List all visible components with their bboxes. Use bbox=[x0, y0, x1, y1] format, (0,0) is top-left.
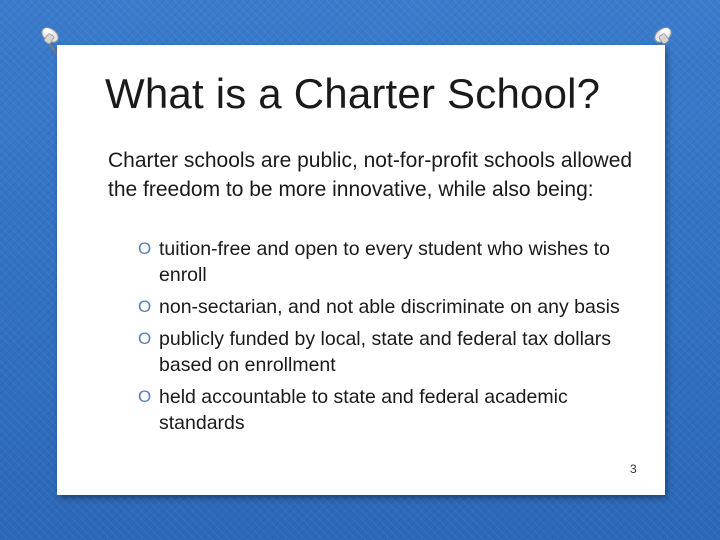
slide-title: What is a Charter School? bbox=[105, 70, 601, 117]
list-item bbox=[138, 294, 638, 320]
bullet-text: held accountable to state and federal academic standards bbox=[159, 386, 568, 434]
bullet-list bbox=[138, 236, 638, 442]
list-item bbox=[138, 384, 638, 436]
bullet-text: non-sectarian, and not able discriminate on any basis bbox=[159, 296, 620, 318]
list-item bbox=[138, 326, 638, 378]
intro-text: Charter schools are public, not-for-profit schools allowed the freedom to be more innovative, while also being: bbox=[108, 149, 633, 201]
bullet-marker: O bbox=[138, 329, 152, 348]
bullet-text: publicly funded by local, state and federal tax dollars based on enrollment bbox=[159, 328, 612, 376]
page-number: 3 bbox=[630, 462, 637, 476]
bullet-marker: O bbox=[138, 387, 152, 406]
bullet-text: tuition-free and open to every student who wishes to enroll bbox=[159, 238, 610, 286]
list-item bbox=[138, 236, 638, 288]
bullet-marker: O bbox=[138, 297, 152, 316]
bullet-marker: O bbox=[138, 239, 152, 258]
